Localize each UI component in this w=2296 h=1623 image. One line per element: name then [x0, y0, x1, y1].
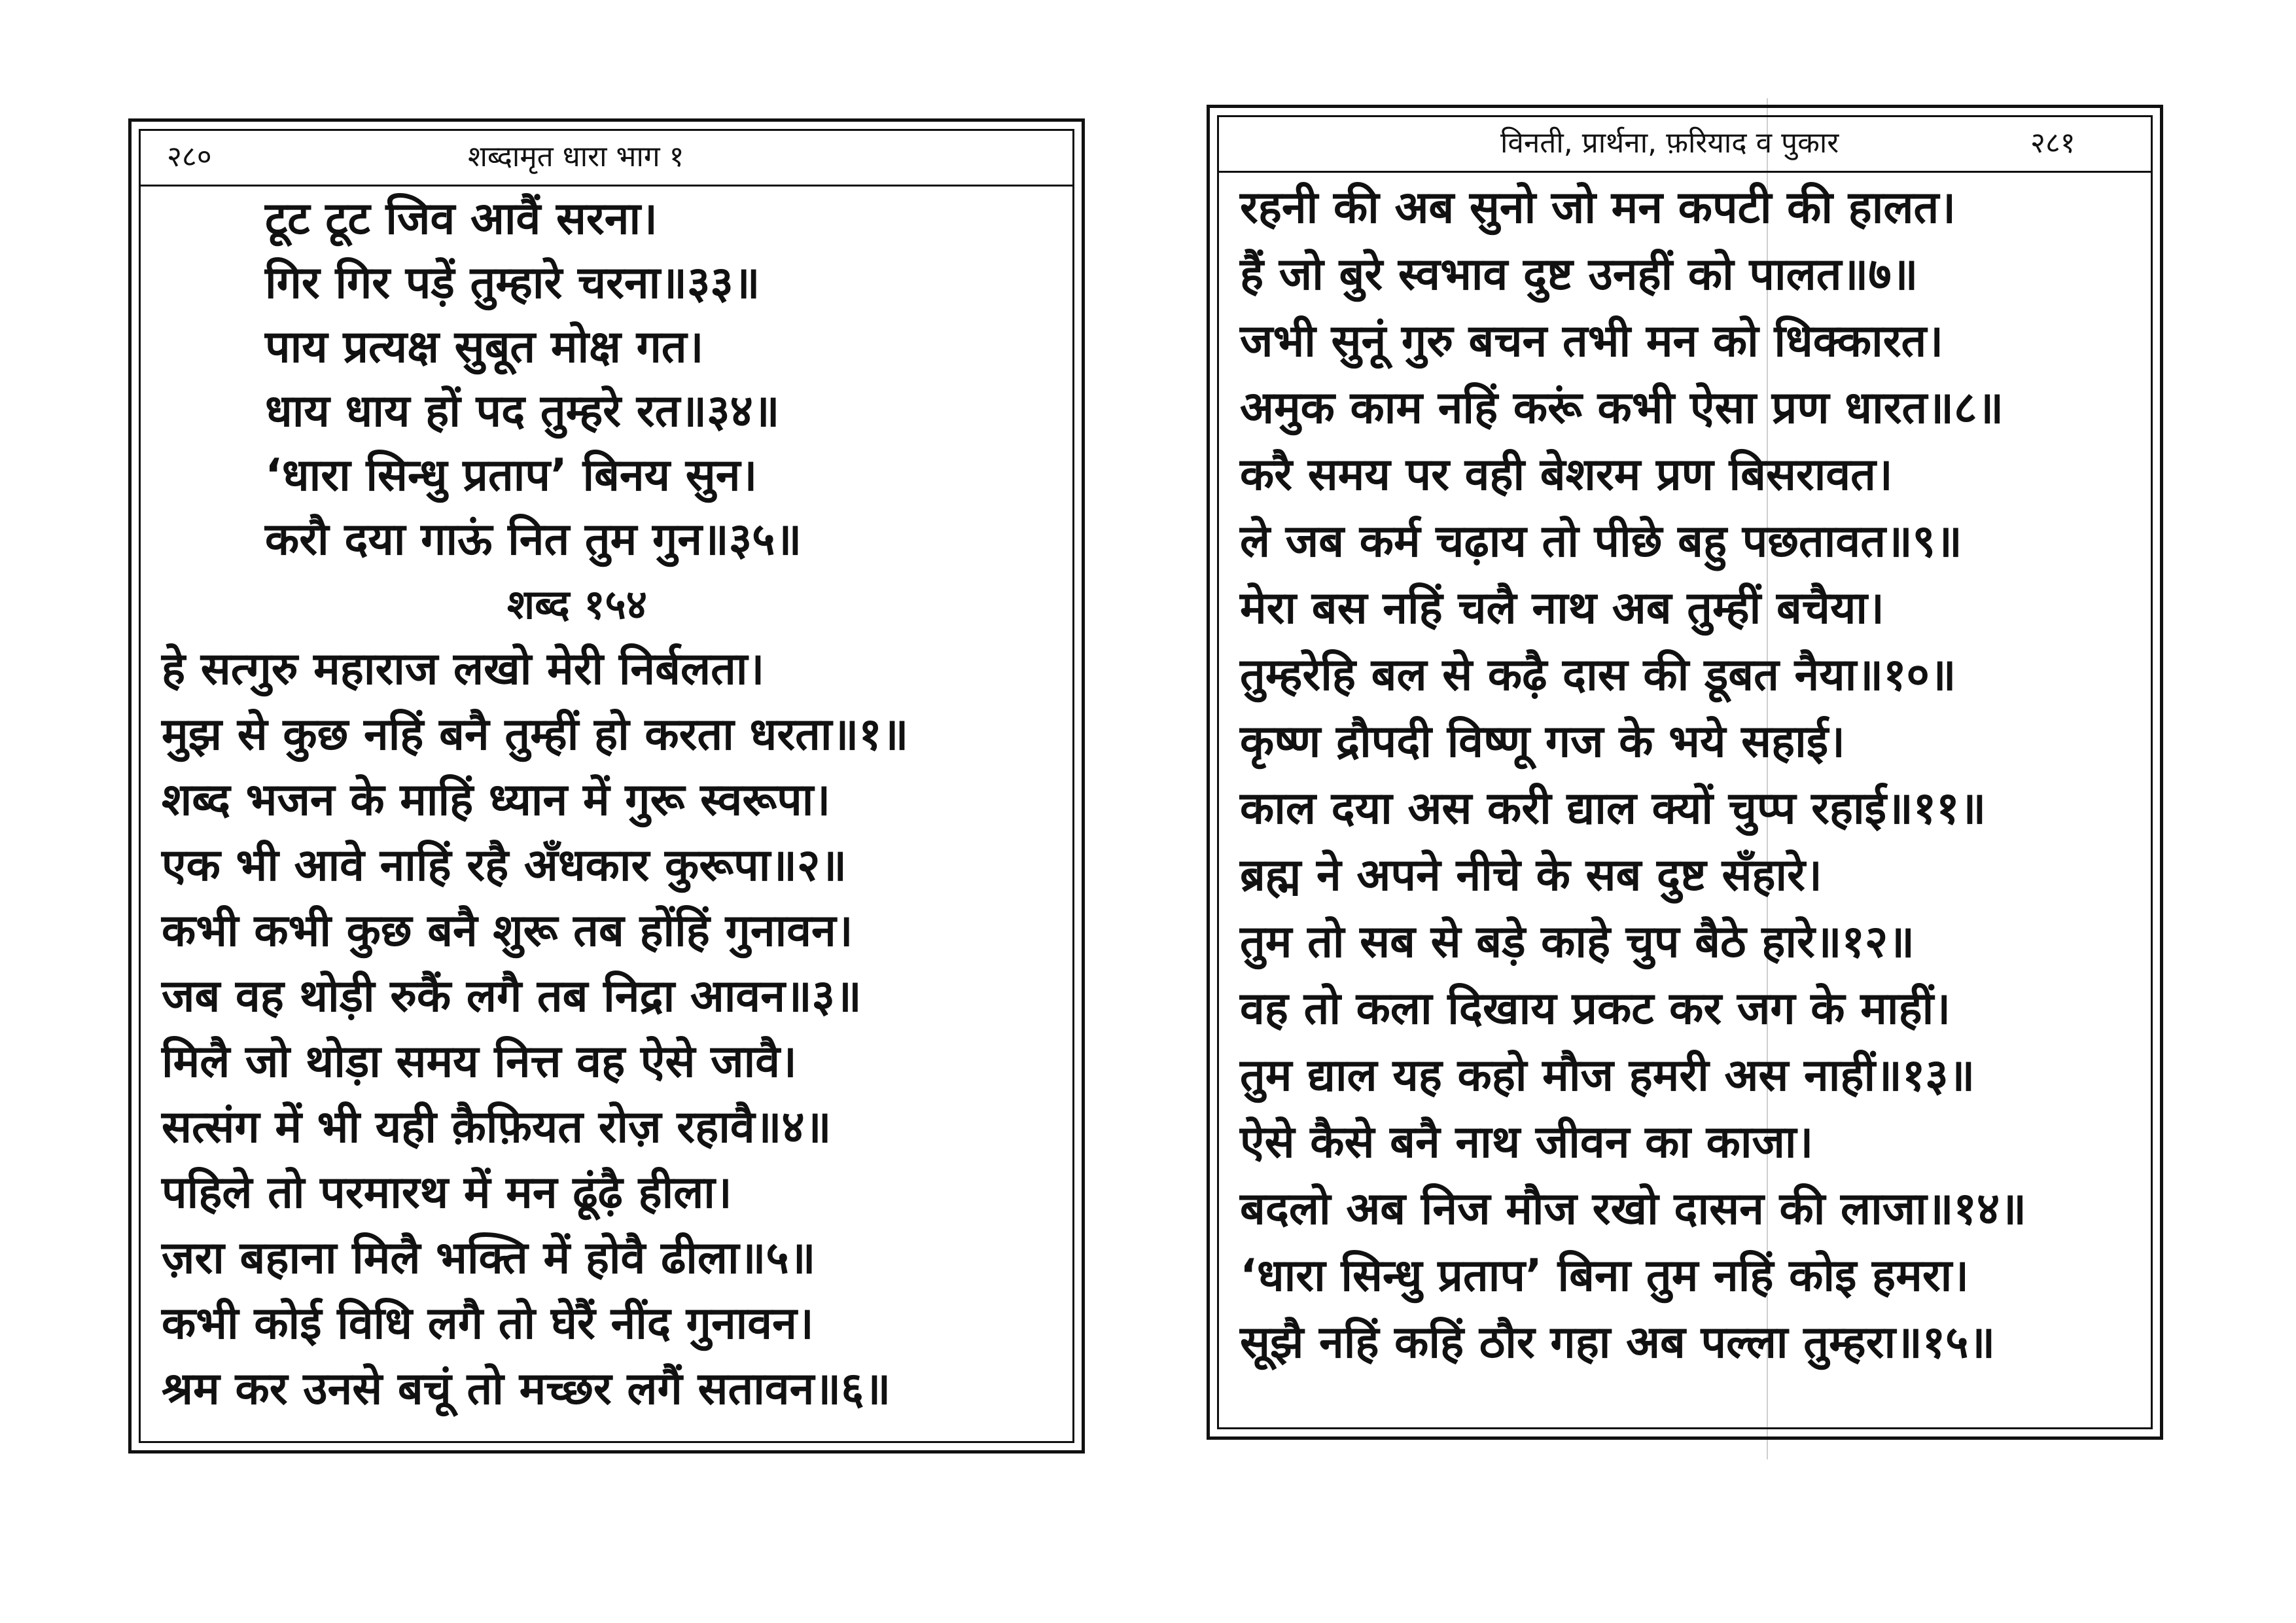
right-page — [1207, 105, 2163, 1440]
right-verse-line: तुम्हरेहि बल से कढ़ै दास की डूबत नैया॥१०॥ — [1240, 649, 1956, 701]
left-verse-line: ज़रा बहाना मिलै भक्ति में होवै ढीला॥५॥ — [162, 1232, 816, 1284]
left-verse-line: पाय प्रत्यक्ष सुबूत मोक्ष गत। — [265, 321, 704, 373]
right-verse-line: जभी सुनूं गुरु बचन तभी मन को धिक्कारत। — [1240, 315, 1944, 367]
left-verse-line: गिर गिर पड़ें तुम्हारे चरना॥३३॥ — [265, 257, 760, 309]
right-verse-line: अमुक काम नहिं करूं कभी ऐसा प्रण धारत॥८॥ — [1240, 382, 2004, 434]
left-verse-line: धाय धाय हों पद तुम्हरे रत॥३४॥ — [265, 385, 780, 437]
left-verse-line: ‘धारा सिन्धु प्रताप’ बिनय सुन। — [265, 450, 758, 501]
left-verse-line: करौ दया गाऊं नित तुम गुन॥३५॥ — [265, 514, 802, 565]
right-verse-line: मेरा बस नहिं चलै नाथ अब तुम्हीं बचैया। — [1240, 582, 1884, 634]
left-page-header — [141, 131, 1072, 187]
right-verse-line: ऐसे कैसे बनै नाथ जीवन का काजा। — [1240, 1116, 1814, 1168]
left-page — [128, 118, 1085, 1454]
left-verse-line: टूट टूट जिव आवैं सरना। — [265, 193, 658, 245]
left-verse-line: हे सत्गुरु महाराज लखो मेरी निर्बलता। — [162, 643, 765, 695]
left-verse-line: जब वह थोड़ी रुकैं लगै तब निद्रा आवन॥३॥ — [162, 971, 862, 1022]
right-verse-line: सूझै नहिं कहिं ठौर गहा अब पल्ला तुम्हरा॥१५॥ — [1240, 1317, 1996, 1368]
left-verse-line: सत्संग में भी यही क़ैफ़ियत रोज़ रहावै॥४॥ — [162, 1101, 832, 1153]
right-running-title: विनती, प्रार्थना, फ़रियाद व पुकार — [1500, 126, 1839, 160]
left-verse-line: मिलै जो थोड़ा समय नित्त वह ऐसे जावै। — [162, 1036, 797, 1088]
right-page-inner-border — [1217, 115, 2153, 1429]
left-verse-line: शब्द भजन के माहिं ध्यान में गुरू स्वरूपा। — [162, 774, 831, 826]
left-page-number: २८० — [167, 140, 212, 173]
left-verse-line: श्रम कर उनसे बचूं तो मच्छर लगैं सतावन॥६॥ — [162, 1363, 891, 1415]
left-verse-line: एक भी आवे नाहिं रहै अँधकार कुरूपा॥२॥ — [162, 840, 847, 891]
left-page-inner-border — [139, 129, 1074, 1443]
right-verse-line: कृष्ण द्रौपदी विष्णू गज के भये सहाई। — [1240, 716, 1845, 768]
right-verse-line: हैं जो बुरे स्वभाव दुष्ट उनहीं को पालत॥७॥ — [1240, 249, 1918, 300]
right-verse-line: तुम तो सब से बड़े काहे चुप बैठे हारे॥१२॥ — [1240, 916, 1915, 968]
left-verse-line: कभी कभी कुछ बनै शुरू तब होंहिं गुनावन। — [162, 905, 853, 957]
left-verse-line: पहिले तो परमारथ में मन ढूंढ़ै हीला। — [162, 1167, 732, 1219]
right-verse-line: करै समय पर वही बेशरम प्रण बिसरावत। — [1240, 449, 1893, 501]
right-verse-line: ब्रह्म ने अपने नीचे के सब दुष्ट सँहारे। — [1240, 849, 1822, 901]
section-heading: शब्द १५४ — [507, 580, 648, 628]
left-verse-line: कभी कोई विधि लगै तो घेरैं नींद गुनावन। — [162, 1298, 814, 1349]
right-verse-line: ले जब कर्म चढ़ाय तो पीछे बहु पछतावत॥९॥ — [1240, 516, 1962, 567]
right-verse-line: वह तो कला दिखाय प्रकट कर जग के माहीं। — [1240, 983, 1951, 1035]
right-verse-line: रहनी की अब सुनो जो मन कपटी की हालत। — [1240, 182, 1956, 234]
right-verse-line: ‘धारा सिन्धु प्रताप’ बिना तुम नहिं कोइ हमरा। — [1240, 1250, 1969, 1302]
right-verse-line: तुम द्याल यह कहो मौज हमरी अस नाहीं॥१३॥ — [1240, 1050, 1975, 1101]
left-verse-line: मुझ से कुछ नहिं बनै तुम्हीं हो करता धरता॥१॥ — [162, 709, 909, 760]
right-page-header — [1219, 117, 2151, 173]
right-verse-line: काल दया अस करी द्याल क्यों चुप्प रहाई॥११॥ — [1240, 783, 1987, 834]
left-running-title: शब्दामृत धारा भाग १ — [468, 140, 684, 173]
right-verse-line: बदलो अब निज मौज रखो दासन की लाजा॥१४॥ — [1240, 1183, 2026, 1235]
right-page-number: २८१ — [2030, 126, 2075, 160]
